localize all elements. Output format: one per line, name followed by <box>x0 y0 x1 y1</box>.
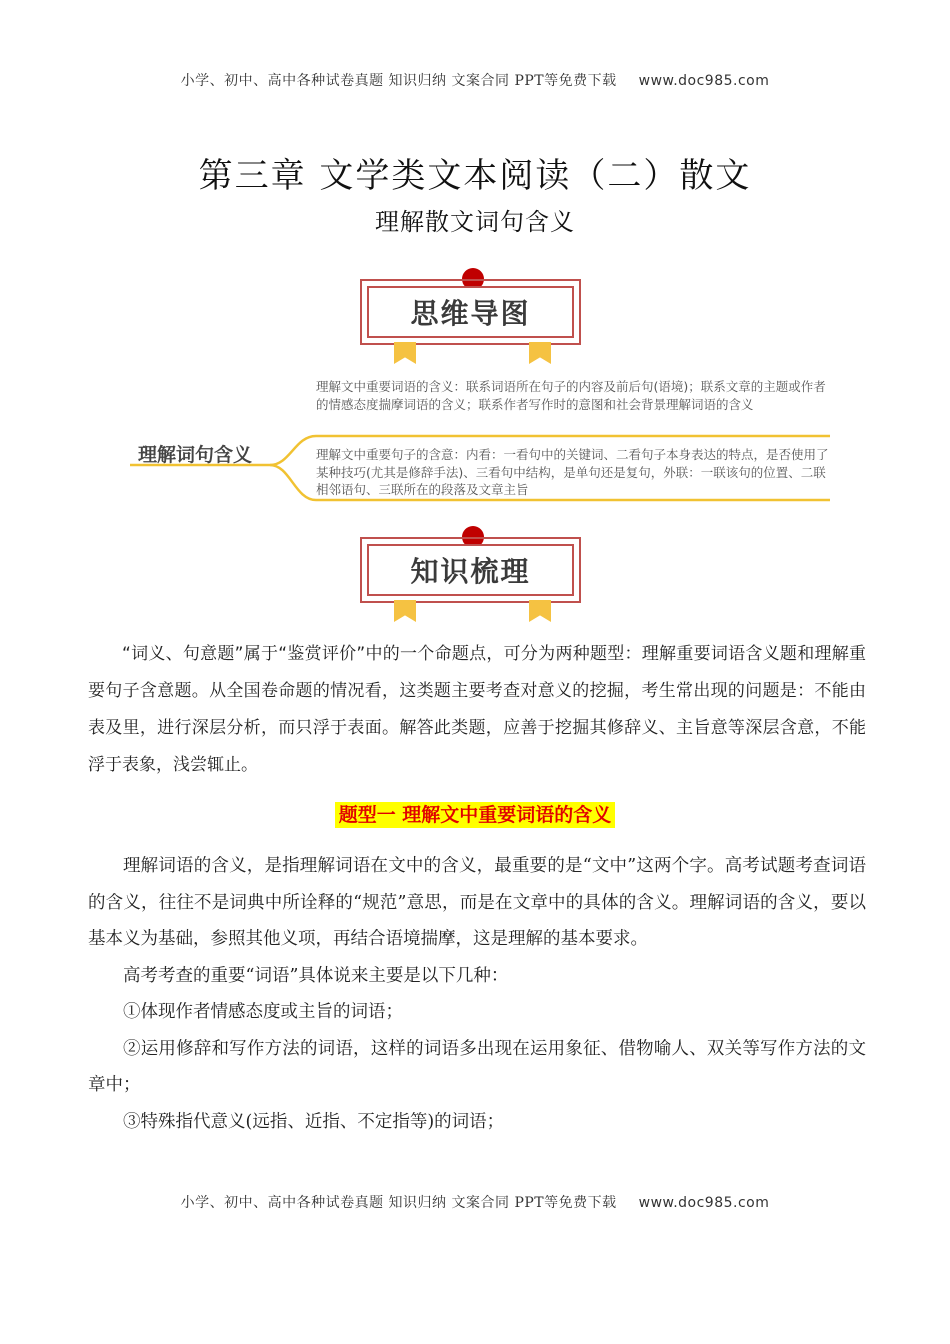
body-text <box>88 848 866 1140</box>
paragraph: ③特殊指代意义(远指、近指、不定指等)的词语； <box>123 1111 505 1132</box>
mind-map-branch-words: 理解文中重要词语的含义：联系词语所在句子的内容及前后句(语境)；联系文章的主题或作者的情感态度揣摩词语的含义；联系作者写作时的意图和社会背景理解词语的含义 <box>316 379 826 412</box>
page-header <box>0 70 950 90</box>
paragraph: 高考考查的重要“词语”具体说来主要是以下几种： <box>123 965 509 986</box>
ribbon-left-icon <box>394 600 416 622</box>
intro-paragraph: “词义、句意题”属于“鉴赏评价”中的一个命题点，可分为两种题型：理解重要词语含义题和理解重要句子含意题。从全国卷命题的情况看，这类题主要考查对意义的挖掘，考生常出现的问题是：不能由表及里，进行深层分析，而只浮于表面。解答此类题，应善于挖掘其修辞义、主旨意等深层含意，不能浮于表象，浅尝辄止。 <box>88 644 866 775</box>
paragraph: 理解词语的含义，是指理解词语在文中的含义，最重要的是“文中”这两个字。高考试题考查词语的含义，往往不是词典中所诠释的“规范”意思，而是在文章中的具体的含义。理解词语的含义，要以基本义为基础，参照其他义项，再结合语境揣摩，这是理解的基本要求。 <box>88 856 866 949</box>
header-text: 小学、初中、高中各种试卷真题 知识归纳 文案合同 PPT等免费下载 <box>180 73 617 89</box>
mind-map <box>120 370 840 510</box>
section-title-text: 题型一 理解文中重要词语的含义 <box>335 802 616 828</box>
ribbon-left-icon <box>394 342 416 364</box>
paragraph: ②运用修辞和写作方法的词语，这样的词语多出现在运用象征、借物喻人、双关等写作方法的文章中； <box>88 1038 866 1095</box>
page-subtitle: 理解散文词句含义 <box>375 208 575 236</box>
mindmap-banner <box>360 268 585 368</box>
ribbon-right-icon <box>529 342 551 364</box>
banner-label: 思维导图 <box>367 286 574 338</box>
footer-text: 小学、初中、高中各种试卷真题 知识归纳 文案合同 PPT等免费下载 <box>180 1195 617 1211</box>
knowledge-banner <box>360 526 585 626</box>
mind-map-branch-sentences: 理解文中重要句子的含意：内看：一看句中的关键词、二看句子本身表达的特点，是否使用了某种技巧(尤其是修辞手法)、三看句中结构，是单句还是复句，外联：一联该句的位置、二联相邻语句、三联所在的段落及文章主旨 <box>316 447 829 497</box>
footer-site-link[interactable]: www.doc985.com <box>638 1195 770 1211</box>
paragraph: ①体现作者情感态度或主旨的词语； <box>123 1002 403 1022</box>
page-title: 第三章 文学类文本阅读（二）散文 <box>198 156 752 196</box>
page-footer <box>0 1192 950 1212</box>
header-site-link[interactable]: www.doc985.com <box>638 73 770 89</box>
mind-map-root: 理解词句含义 <box>138 444 253 466</box>
ribbon-right-icon <box>529 600 551 622</box>
section-title <box>0 800 950 827</box>
banner-label: 知识梳理 <box>367 544 574 596</box>
